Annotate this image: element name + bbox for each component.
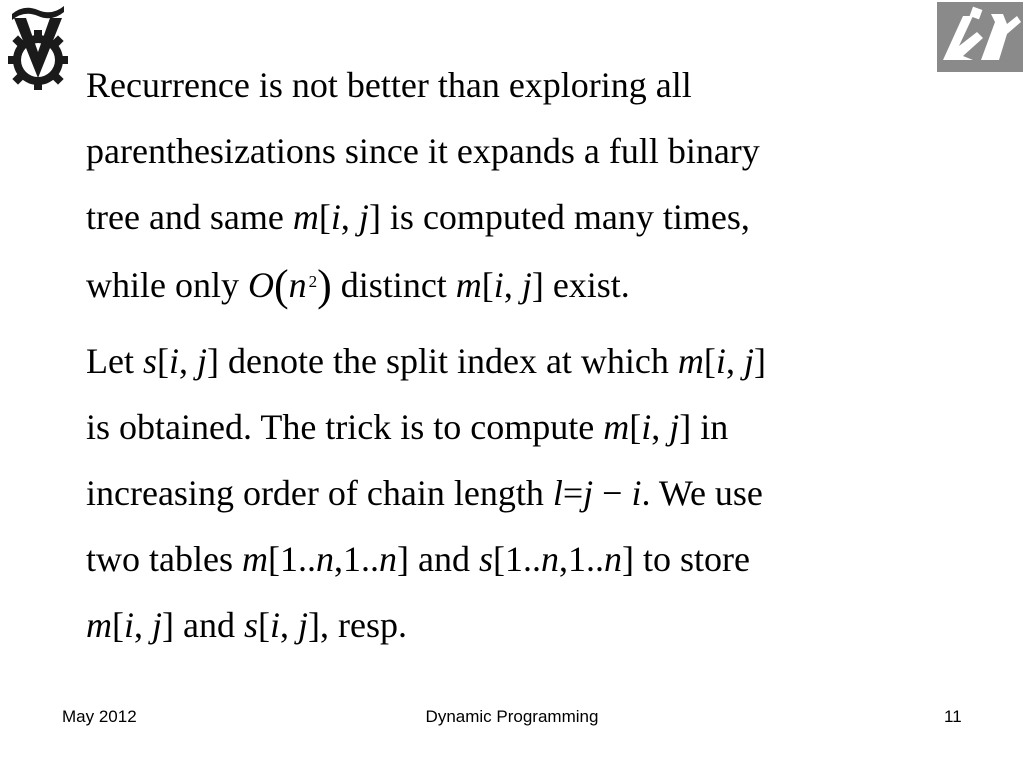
text-line <box>86 536 936 602</box>
text-run: ] exist. <box>531 265 630 305</box>
text-run: = <box>562 473 584 513</box>
page-number: 11 <box>944 707 962 726</box>
text-run: , <box>179 341 198 381</box>
math-symbol: j <box>521 265 532 305</box>
text-run: [ <box>112 605 124 645</box>
math-symbol: j <box>197 341 208 381</box>
text-run: , <box>340 197 359 237</box>
text-run: ] to store <box>621 539 750 579</box>
math-symbol: O <box>247 265 274 305</box>
text-line <box>86 470 936 536</box>
text-run: [1.. <box>267 539 316 579</box>
math-symbol: m <box>292 197 319 237</box>
text-run: distinct <box>331 265 456 305</box>
math-symbol: n <box>315 539 334 579</box>
text-run: ] and <box>396 539 479 579</box>
text-run: 2 <box>308 272 318 291</box>
math-symbol: i <box>631 473 642 513</box>
text-run: is obtained. The trick is to compute <box>86 407 604 447</box>
text-run: − <box>593 473 632 513</box>
math-symbol: m <box>86 605 112 645</box>
math-symbol: l <box>552 473 563 513</box>
text-line <box>86 404 936 470</box>
math-symbol: m <box>241 539 268 579</box>
math-symbol: j <box>583 473 594 513</box>
math-symbol: m <box>677 341 704 381</box>
math-symbol: j <box>743 341 754 381</box>
text-run: increasing order of chain length <box>86 473 553 513</box>
math-symbol: s <box>142 341 157 381</box>
math-symbol: n <box>288 265 307 305</box>
math-symbol: n <box>603 539 622 579</box>
math-symbol: s <box>478 539 493 579</box>
text-run: parenthesizations since it expands a full binary <box>86 131 760 171</box>
text-line <box>86 128 936 194</box>
text-run: ] and <box>162 605 244 645</box>
text-run: , <box>725 341 744 381</box>
text-run: ) <box>317 261 332 310</box>
math-symbol: i <box>169 341 180 381</box>
text-run: , <box>651 407 670 447</box>
text-line <box>86 194 936 260</box>
math-symbol: n <box>540 539 559 579</box>
math-symbol: j <box>358 197 369 237</box>
text-run: , <box>280 605 299 645</box>
text-run: ,1.. <box>558 539 604 579</box>
text-run: [ <box>258 605 271 645</box>
text-run: , <box>134 605 153 645</box>
math-symbol: n <box>378 539 397 579</box>
text-run: ] is computed many times, <box>368 197 750 237</box>
footer-date: May 2012 <box>62 707 137 726</box>
math-symbol: j <box>152 605 163 645</box>
text-run: [1.. <box>492 539 541 579</box>
text-run: ] denote the split index at which <box>207 341 678 381</box>
math-symbol: m <box>603 407 630 447</box>
text-run: [ <box>481 265 494 305</box>
math-symbol: i <box>715 341 726 381</box>
text-run: Recurrence is not better than exploring all <box>86 65 692 105</box>
text-run: ,1.. <box>333 539 379 579</box>
text-run: . We use <box>641 473 763 513</box>
text-run: ], resp. <box>308 605 408 645</box>
math-symbol: i <box>330 197 341 237</box>
text-line <box>86 62 936 128</box>
math-symbol: i <box>124 605 135 645</box>
math-symbol: j <box>669 407 680 447</box>
math-symbol: j <box>298 605 309 645</box>
text-run: [ <box>629 407 642 447</box>
math-symbol: s <box>244 605 259 645</box>
text-run: Let <box>86 341 143 381</box>
text-run: , <box>503 265 522 305</box>
text-run: two tables <box>86 539 242 579</box>
text-run: [ <box>157 341 169 381</box>
technion-logo-icon <box>0 0 76 95</box>
text-run: ( <box>273 261 289 310</box>
slide-body <box>86 62 936 668</box>
footer-title: Dynamic Programming <box>425 707 599 726</box>
text-run: ] in <box>679 407 729 447</box>
hebrew-letters-logo-icon <box>937 2 1023 72</box>
text-run: ] <box>753 341 766 381</box>
text-line <box>86 260 936 326</box>
text-line <box>86 338 936 404</box>
math-symbol: i <box>270 605 281 645</box>
text-run: while only <box>86 265 248 305</box>
math-symbol: i <box>641 407 652 447</box>
text-line <box>86 602 936 668</box>
text-run: tree and same <box>86 197 293 237</box>
math-symbol: i <box>493 265 504 305</box>
text-run: [ <box>703 341 716 381</box>
math-symbol: m <box>455 265 482 305</box>
text-run: [ <box>318 197 331 237</box>
